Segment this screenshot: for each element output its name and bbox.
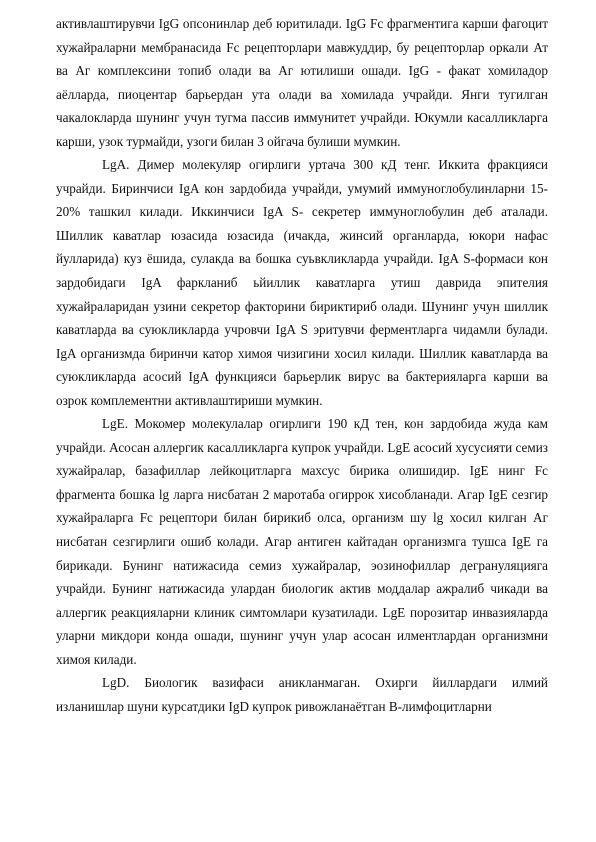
paragraph-igd: LgD. Биологик вазифаси аникланмаган. Охирги йиллардаги илмий изланишлар шуни курсатдики IgD купрок ривожланаётган В-лимфоцитларни — [56, 675, 548, 714]
paragraph-ige: LgE. Мокомер молекулалар огирлиги 190 кД тен, кон зардобида жуда кам учрайди. Асосан аллергик касалликларга купрок учрайди. LgE асосий хусусияти семиз хужайралар, базафиллар лейкоцитларга махсус бирика олишидир. IgE нинг Fc фрагмента бошка lg ларга нисбатан 2 маротаба огиррок хисобланади. Агар IgE сезгир хужайраларга Fc рецептори билан бирикиб олса, организм шу lg хосил килган Аг нисбатан сезгирлиги ошиб колади. Агар антиген кайтадан организмга тушса IgE га бирикади. Бунинг натижасида семиз хужайралар, эозинофиллар дегрануляцияга учрайди. Бунинг натижасида улардан биологик актив моддалар ажралиб чикади ва аллергик реакцияларни клиник симтомлари кузатилади. LgE порозитар инвазияларда уларни микдори конда ошади, шунинг учун улар асосан илментлардан организмни химоя килади. — [56, 416, 548, 667]
paragraph-igg-continuation: активлаштирувчи IgG опсонинлар деб юритилади. IgG Fc фрагментига карши фагоцит хужайраларни мембранасида Fc рецепторлари мавжуддир, бу рецепторлар оркали Ат ва Аг комплексини топиб олади ва Аг ютилиши ошади. IgG - факат хомиладор аёлларда, пиоцентар барьердан ута олади ва хомилада учрайди. Янги тугилган чакалокларда шунинг учун тугма пассив иммунитет учрайди. Юкумли касалликларга карши, узок турмайди, узоги билан 3 ойгача булиши мумкин. — [56, 16, 548, 149]
paragraph-iga: LgA. Димер молекуляр огирлиги уртача 300 кД тенг. Иккита фракцияси учрайди. Биринчиси IgA кон зардобида учрайди, умумий иммуноглобулинларни 15-20% ташкил килади. Иккинчиси IgA S- секретер иммуноглобулин деб аталади. Шиллик каватлар юзасида юзасида (ичакда, жинсий органларда, юкори нафас йулларида) куз ёшида, сулакда ва бошка суьвкликларда учрайди. IgA S-формаси кон зардобидаги IgA фаркланиб ьйиллик каватларга утиш даврида эпителия хужайраларидан узини секретор факторини бириктириб олади. Шунинг учун шиллик каватларда ва суюкликларда учровчи IgA S эритувчи ферментларга чидамли булади. IgA организмда биринчи катор химоя чизигини хосил килади. Шиллик каватларда ва суюкликларда асосий IgA функцияси барьерлик вирус ва бактерияларга карши ва озрок комплементни активлаштириши мумкин. — [56, 157, 548, 408]
document-page — [56, 12, 548, 718]
